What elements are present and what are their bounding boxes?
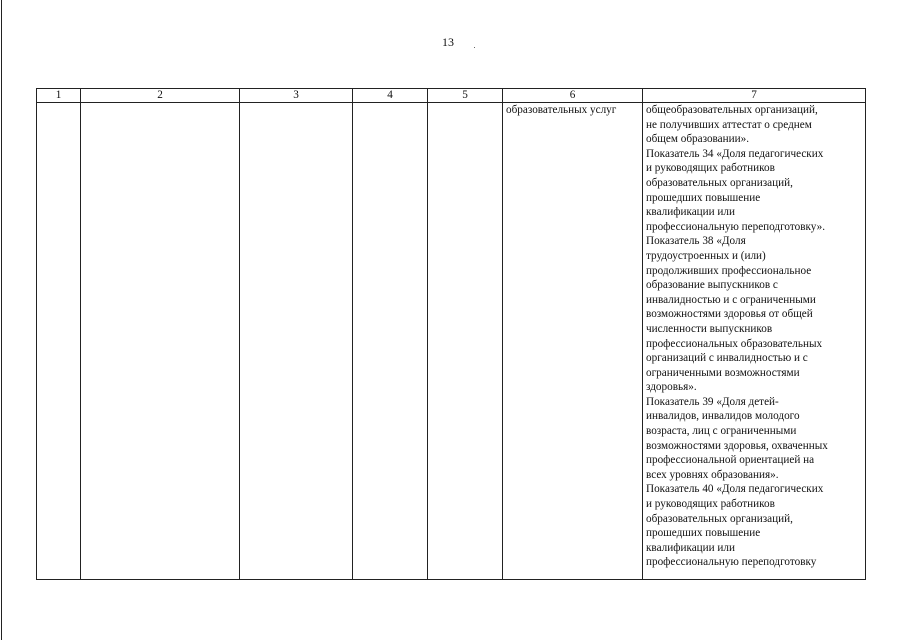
document-table (36, 88, 866, 580)
column-header: 5 (428, 89, 503, 103)
table-cell-col7 (643, 103, 866, 580)
column-header: 3 (240, 89, 353, 103)
scan-speck (474, 47, 475, 48)
table-cell-col4 (353, 103, 428, 580)
column-header: 7 (643, 89, 866, 103)
page-left-edge (1, 0, 2, 640)
column-header: 1 (37, 89, 81, 103)
table-cell-col1 (37, 103, 81, 580)
page-number: 13 (442, 35, 454, 49)
cell-text: общеобразовательных организаций, не получивших аттестат о среднем общем образовании». Показатель 34 «Доля педагогических и руководящих работников образовательных организаций, прошедших повышение квалификации или профессиональную переподготовку». Показатель 38 «Доля трудоустроенных и (или) продолживших профессиональное образование выпускников с инвалидностью и с ограниченными возможностями здоровья от общей численности выпускников профессиональных образовательных организаций с инвалидностью и с ограниченными возможностями здоровья». Показатель 39 «Доля детей- инвалидов, инвалидов молодого возраста, лиц с ограниченными возможностями здоровья, охваченных профессиональной ориентацией на всех уровнях образования». Показатель 40 «Доля педагогических и руководящих работников образовательных организаций, прошедших повышение квалификации или профессиональную переподготовку (646, 104, 828, 569)
table-header-row (37, 89, 866, 103)
table-cell-col6 (503, 103, 643, 580)
column-header: 4 (353, 89, 428, 103)
column-header: 6 (503, 89, 643, 103)
table-cell-col3 (240, 103, 353, 580)
table-cell-col5 (428, 103, 503, 580)
table-row (37, 103, 866, 580)
column-header: 2 (81, 89, 240, 103)
table-cell-col2 (81, 103, 240, 580)
cell-text: образовательных услуг (506, 104, 617, 116)
